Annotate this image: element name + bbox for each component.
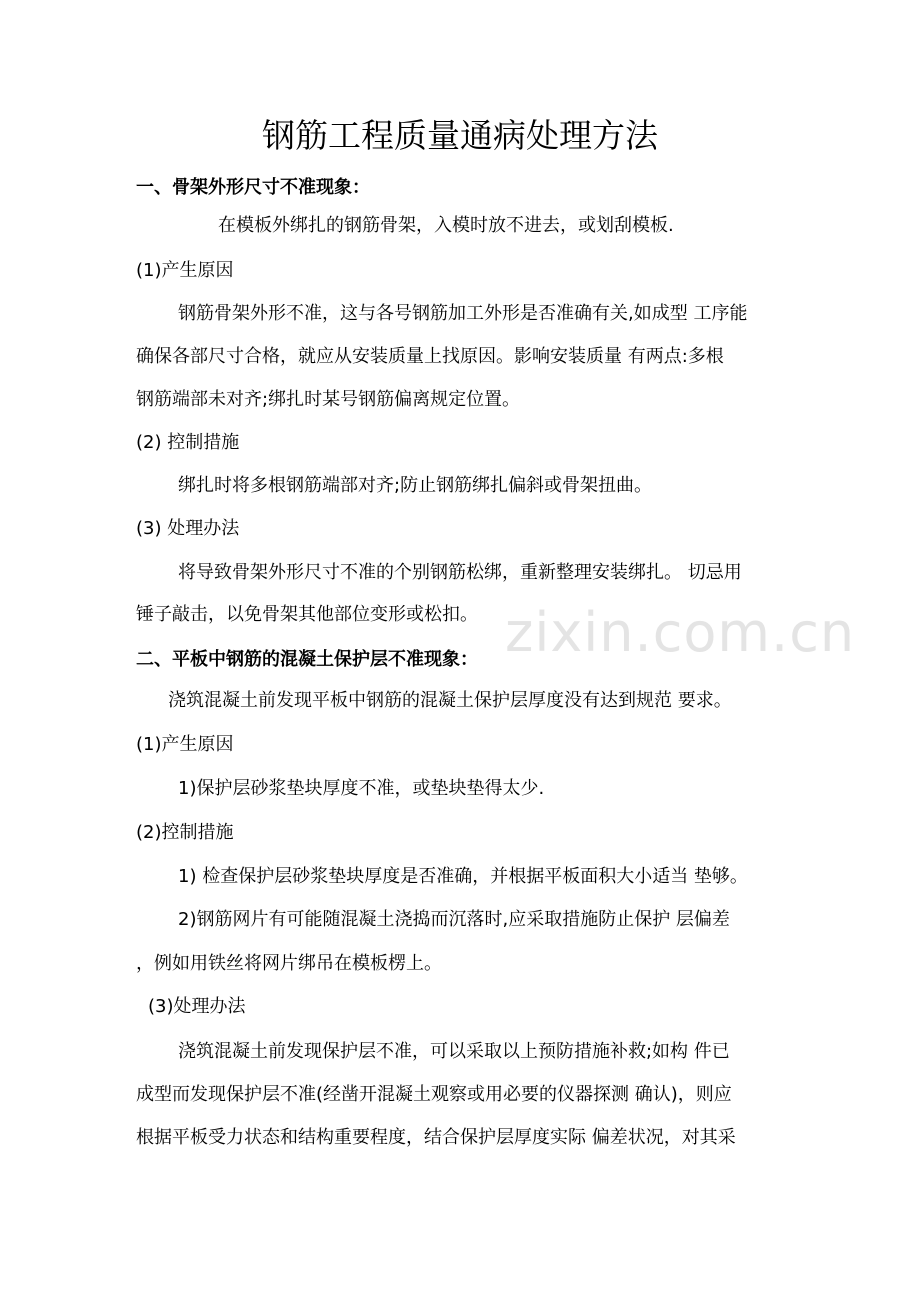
- section-2-cause-line: 1)保护层砂浆垫块厚度不准，或垫块垫得太少.: [178, 778, 545, 799]
- section-2-handle-line-2: 成型而发现保护层不准(经凿开混凝土观察或用必要的仪器探测 确认)，则应: [136, 1084, 732, 1105]
- section-1-handle-label: (3) 处理办法: [136, 518, 240, 539]
- section-1-cause-label: (1)产生原因: [136, 260, 234, 281]
- section-1-handle-line-1: 将导致骨架外形尺寸不准的个别钢筋松绑，重新整理安装绑扎。 切忌用: [178, 562, 742, 583]
- section-1-cause-line-2: 确保各部尺寸合格，就应从安装质量上找原因。影响安装质量 有两点:多根: [136, 346, 724, 367]
- section-1-control-line: 绑扎时将多根钢筋端部对齐;防止钢筋绑扎偏斜或骨架扭曲。: [178, 475, 653, 496]
- section-2-control-item-2-line-1: 2)钢筋网片有可能随混凝土浇捣而沉落时,应采取措施防止保护 层偏差: [178, 909, 730, 930]
- document-title: 钢筋工程质量通病处理方法: [262, 116, 658, 155]
- section-2-handle-line-1: 浇筑混凝土前发现保护层不准，可以采取以上预防措施补救;如构 件已: [178, 1041, 730, 1062]
- section-1-control-label: (2) 控制措施: [136, 432, 240, 453]
- section-heading-2: 二、平板中钢筋的混凝土保护层不准现象：: [136, 649, 478, 670]
- section-heading-1: 一、骨架外形尺寸不准现象：: [136, 177, 370, 198]
- section-2-handle-label: (3)处理办法: [148, 996, 246, 1017]
- section-2-handle-line-3: 根据平板受力状态和结构重要程度，结合保护层厚度实际 偏差状况，对其采: [136, 1127, 736, 1148]
- section-2-control-label: (2)控制措施: [136, 822, 234, 843]
- section-2-control-item-1: 1) 检查保护层砂浆垫块厚度是否准确，并根据平板面积大小适当 垫够。: [178, 866, 748, 887]
- section-1-cause-line-3: 钢筋端部未对齐;绑扎时某号钢筋偏离规定位置。: [136, 389, 521, 410]
- section-1-description: 在模板外绑扎的钢筋骨架，入模时放不进去，或划刮模板.: [218, 215, 674, 236]
- section-1-cause-line-1: 钢筋骨架外形不准，这与各号钢筋加工外形是否准确有关,如成型 工序能: [178, 303, 748, 324]
- section-2-description: 浇筑混凝土前发现平板中钢筋的混凝土保护层厚度没有达到规范 要求。: [168, 690, 732, 711]
- section-1-handle-line-2: 锤子敲击，以免骨架其他部位变形或松扣。: [136, 604, 478, 625]
- section-2-control-item-2-line-2: ，例如用铁丝将网片绑吊在模板楞上。: [136, 953, 442, 974]
- section-2-cause-label: (1)产生原因: [136, 734, 234, 755]
- watermark: zixin.com.cn: [505, 601, 856, 664]
